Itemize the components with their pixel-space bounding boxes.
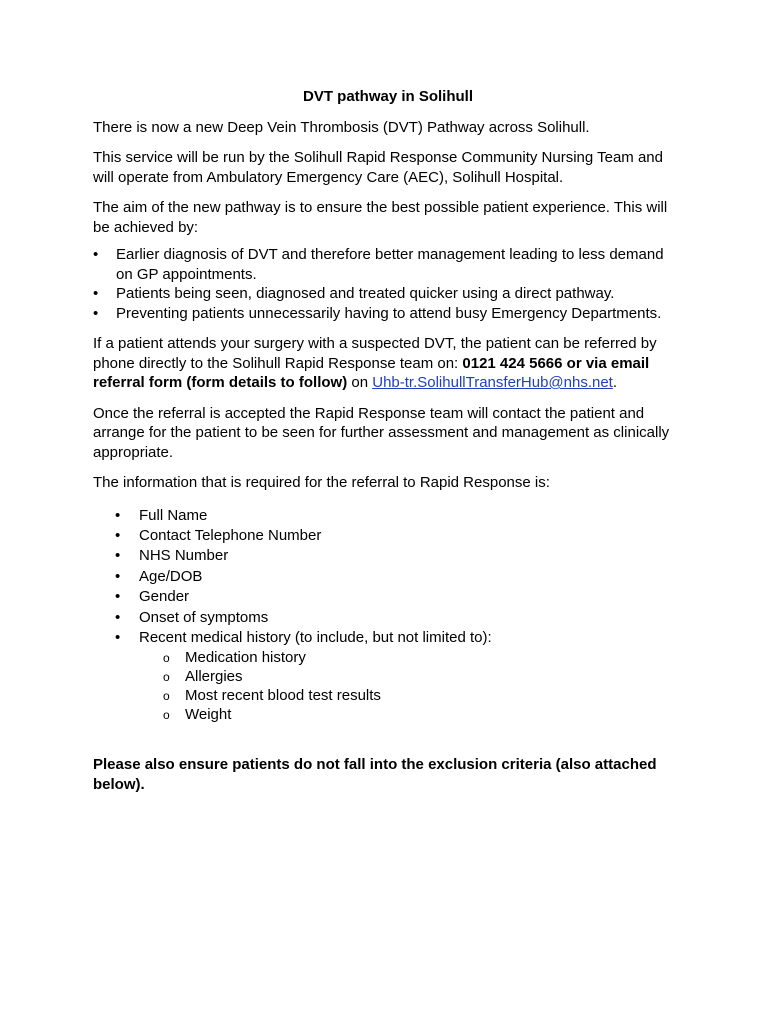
required-info-list (93, 506, 683, 725)
info-intro: The information that is required for the referral to Rapid Response is: (93, 474, 550, 491)
info-item: • Full Name (93, 506, 683, 526)
page-title: DVT pathway in Solihull (302, 88, 473, 105)
history-item: o Medication history (139, 648, 683, 667)
history-sublist (139, 648, 683, 724)
exclusion-note: Please also ensure patients do not fall into the exclusion criteria (also attached below). (93, 756, 657, 793)
referral-end: . (612, 374, 618, 391)
referral-text: If a patient attends your surgery with a suspected DVT, the patient can be referred by phone directly to the Solihull Rapid Response team on: (93, 335, 657, 372)
history-item: o Allergies (139, 667, 683, 686)
history-item: o Weight (139, 705, 683, 724)
info-item: • NHS Number (93, 546, 683, 566)
referral-on-text: on (347, 374, 373, 391)
service-paragraph: This service will be run by the Solihull Rapid Response Community Nursing Team and will operate from Ambulatory Emergency Care (AEC), Solihull Hospital. (93, 149, 663, 186)
intro-paragraph: There is now a new Deep Vein Thrombosis (DVT) Pathway across Solihull. (93, 118, 590, 136)
info-item: • Gender (93, 587, 683, 607)
info-item-history (93, 628, 683, 724)
benefits-list (93, 245, 683, 323)
referral-email-link[interactable]: Uhb-tr.SolihullTransferHub@nhs.net (372, 374, 613, 391)
benefit-item: • Preventing patients unnecessarily having to attend busy Emergency Departments. (93, 304, 683, 324)
aim-paragraph: The aim of the new pathway is to ensure the best possible patient experience. This will be achieved by: (93, 199, 668, 236)
referral-contact: 0121 424 5666 or via email referral form (form details to follow) (93, 354, 650, 391)
benefit-item: • Patients being seen, diagnosed and treated quicker using a direct pathway. (93, 284, 683, 304)
info-item: • Onset of symptoms (93, 608, 683, 628)
info-item: • Age/DOB (93, 567, 683, 587)
referral-paragraph (93, 334, 683, 393)
document-page (93, 87, 683, 805)
benefit-item: • Earlier diagnosis of DVT and therefore better management leading to less demand on GP appointments. (93, 245, 683, 284)
history-item: o Most recent blood test results (139, 686, 683, 705)
info-item: • Contact Telephone Number (93, 526, 683, 546)
accepted-paragraph: Once the referral is accepted the Rapid Response team will contact the patient and arrange for the patient to be seen for further assessment and management as clinically appropriate. (93, 404, 670, 461)
history-heading: Recent medical history (to include, but not limited to): (139, 628, 492, 646)
